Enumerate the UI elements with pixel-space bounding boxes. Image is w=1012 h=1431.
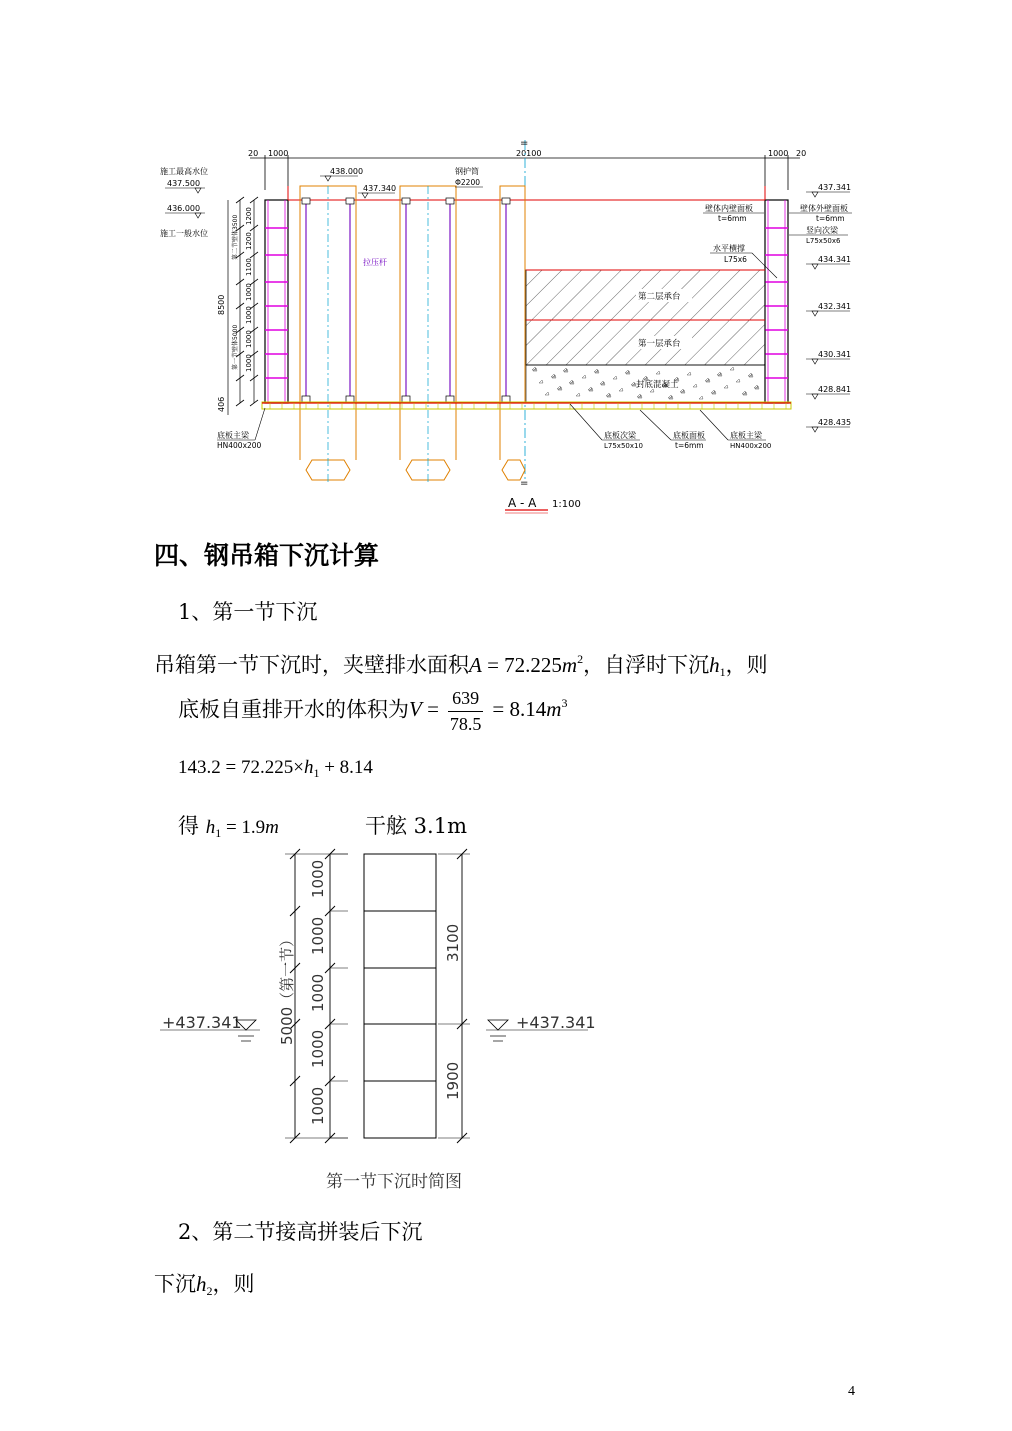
- equation-line: [178, 757, 373, 781]
- freeboard: 干舷 3.1m: [365, 814, 467, 838]
- section-title: A - A: [508, 496, 537, 510]
- step2-line: [154, 1268, 255, 1299]
- elev-438: 438.000: [330, 167, 364, 176]
- elevation-label: 432.341: [818, 302, 852, 311]
- horizontal-brace-spec: L75x6: [724, 255, 747, 264]
- area-var: A: [469, 653, 482, 677]
- step1-title: 1、第一节下沉: [178, 600, 318, 624]
- seg-dim-4: 1000: [245, 283, 253, 301]
- inner-panel-t: t=6mm: [718, 214, 747, 223]
- result-line: [178, 810, 279, 841]
- result-eq: = 1.9: [221, 817, 266, 838]
- dim-lower: 1900: [444, 1061, 462, 1100]
- max-water-value: 437.500: [167, 179, 201, 188]
- seg-dim-7: 1000: [245, 354, 253, 372]
- normal-water-value: 436.000: [167, 204, 201, 213]
- plate-ticks: [270, 403, 786, 409]
- dim-top-1000-right: 1000: [768, 149, 789, 158]
- sub-beam-spec: L75x50x10: [604, 442, 643, 450]
- diagram-caption: 第一节下沉时简图: [326, 1172, 462, 1192]
- elevation-label: 437.341: [818, 183, 852, 192]
- water-level-right-icon: [488, 1020, 508, 1030]
- dim-top-20100: 20100: [516, 149, 542, 158]
- elevation-marker-icon: [812, 359, 818, 364]
- h2-sub: 2: [206, 1284, 213, 1298]
- label-cap-layer-1: 第一层承台: [638, 339, 681, 349]
- label-seal-concrete: 封底混凝土: [636, 380, 679, 390]
- max-water-level-icon: [195, 188, 201, 193]
- volume-var: V: [409, 697, 422, 722]
- left-beam-title: 底板主梁: [217, 431, 249, 440]
- seg-dim-2: 1200: [245, 232, 253, 250]
- equation-right: + 8.14: [319, 757, 373, 778]
- elevation-marker-icon: [812, 427, 818, 432]
- elev-438-icon: [325, 176, 331, 181]
- page-number: 4: [848, 1384, 855, 1399]
- box-section: [364, 854, 436, 1138]
- elev-right: +437.341: [516, 1013, 596, 1032]
- volume-exp: 3: [561, 696, 568, 711]
- plate-spec: t=6mm: [675, 441, 704, 450]
- result-unit: m: [265, 817, 279, 838]
- vertical-beam-label: 竖向次梁: [806, 226, 838, 235]
- area-exp: 2: [577, 652, 584, 666]
- seg-dim-6: 1000: [245, 330, 253, 348]
- h1-sub: 1: [719, 665, 726, 679]
- label-cap-layer-2: 第二层承台: [638, 292, 681, 302]
- dim-base-406: 406: [217, 396, 226, 412]
- volume-denominator: 78.5: [449, 714, 482, 734]
- right-wall: [765, 200, 788, 403]
- result-sub: 1: [215, 826, 222, 840]
- plate-title: 底板面板: [673, 431, 705, 440]
- elevation-marker-icon: [812, 394, 818, 399]
- h1-var: h: [709, 653, 720, 677]
- elevation-marker-icon: [812, 192, 818, 197]
- area-unit: m: [561, 653, 578, 677]
- step1-para-a: 吊箱第一节下沉时，夹壁排水面积: [154, 653, 469, 677]
- sinking-diagram: [155, 845, 600, 1200]
- dim-top-20-left: 20: [248, 149, 259, 158]
- wall2-label: 第二节壁体3500: [232, 214, 239, 260]
- volume-text: 底板自重排开水的体积为: [178, 697, 409, 722]
- elevation-marker-icon: [812, 264, 818, 269]
- elevation-label: 430.341: [818, 350, 852, 359]
- total-dim-label: 5000（第一节）: [278, 931, 296, 1045]
- step2-title: 2、第二节接高拼装后下沉: [178, 1220, 423, 1244]
- sub-beam-title: 底板次梁: [604, 431, 636, 440]
- elev-left: +437.341: [162, 1013, 242, 1032]
- h2-var: h: [196, 1272, 207, 1296]
- elevation-label: 434.341: [818, 255, 852, 264]
- volume-fraction: [448, 688, 483, 735]
- area-eq: = 72.225: [481, 653, 562, 677]
- elevation-label: 428.841: [818, 385, 852, 394]
- dim-total-8500: 8500: [217, 294, 226, 315]
- volume-result: = 8.14: [487, 697, 547, 722]
- seg-dim-a: 1000: [309, 859, 327, 898]
- dim-top-1000-left: 1000: [268, 149, 289, 158]
- max-water-title: 施工最高水位: [160, 167, 208, 176]
- center-mark-top: =: [520, 138, 529, 149]
- horizontal-brace-label: 水平横撑: [713, 244, 745, 253]
- elevation-label: 428.435: [818, 418, 852, 427]
- seg-dim-b: 1000: [309, 916, 327, 955]
- section-drawing: [150, 130, 860, 520]
- casing-3: [500, 186, 525, 480]
- seg-dim-3: 1100: [245, 258, 253, 276]
- volume-line: [178, 688, 567, 735]
- seg-dim-d: 1000: [309, 1029, 327, 1068]
- seg-dim-5: 1000: [245, 306, 253, 324]
- seg-dim-e: 1000: [309, 1086, 327, 1125]
- tie-rods: [306, 200, 506, 403]
- result-prefix: 得: [178, 814, 206, 838]
- left-beam-spec: HN400x200: [217, 441, 262, 450]
- box-dividers: [364, 911, 436, 1081]
- inner-panel-label: 壁体内壁面板: [705, 204, 753, 213]
- left-wall: [265, 200, 288, 403]
- step1-para-b: ，自浮时下沉: [583, 653, 710, 677]
- equation-sub: 1: [313, 766, 320, 780]
- tie-rod-label: 拉压杆: [363, 258, 387, 267]
- seg-dim-1: 1200: [245, 207, 253, 225]
- dim-top-20-right: 20: [796, 149, 807, 158]
- wall1-label: 第一节壁体5000: [232, 324, 239, 370]
- vertical-beam-spec: L75x50x6: [806, 237, 841, 245]
- equation-left: 143.2 = 72.225×: [178, 757, 304, 778]
- step2-text-b: ，则: [212, 1272, 255, 1296]
- step2-text-a: 下沉: [154, 1272, 196, 1296]
- casing-2: [400, 186, 456, 485]
- normal-water-level-icon: [195, 213, 201, 218]
- dim-upper: 3100: [444, 923, 462, 962]
- casing-1: [300, 186, 356, 485]
- section-heading: 四、钢吊箱下沉计算: [154, 541, 380, 570]
- step1-paragraph: [154, 649, 768, 680]
- section-scale: 1:100: [552, 499, 581, 510]
- elevation-marker-icon: [812, 311, 818, 316]
- center-mark-bottom: =: [520, 478, 529, 489]
- volume-eq: =: [421, 697, 445, 722]
- casing-title: 钢护筒: [455, 167, 479, 176]
- volume-unit: m: [546, 697, 562, 722]
- elev-437-34-icon: [362, 193, 368, 198]
- main-beam-title: 底板主梁: [730, 431, 762, 440]
- seg-dim-c: 1000: [309, 973, 327, 1012]
- outer-panel-label: 壁体外壁面板: [800, 204, 848, 213]
- result-var: h: [205, 817, 216, 838]
- normal-water-title: 施工一般水位: [160, 229, 208, 238]
- volume-numerator: 639: [448, 688, 483, 712]
- step1-para-c: ，则: [725, 653, 768, 677]
- equation-var: h: [303, 757, 314, 778]
- elev-437-34: 437.340: [363, 184, 397, 193]
- casing-spec: Φ2200: [455, 178, 480, 187]
- main-beam-spec: HN400x200: [730, 442, 772, 450]
- outer-panel-t: t=6mm: [816, 214, 845, 223]
